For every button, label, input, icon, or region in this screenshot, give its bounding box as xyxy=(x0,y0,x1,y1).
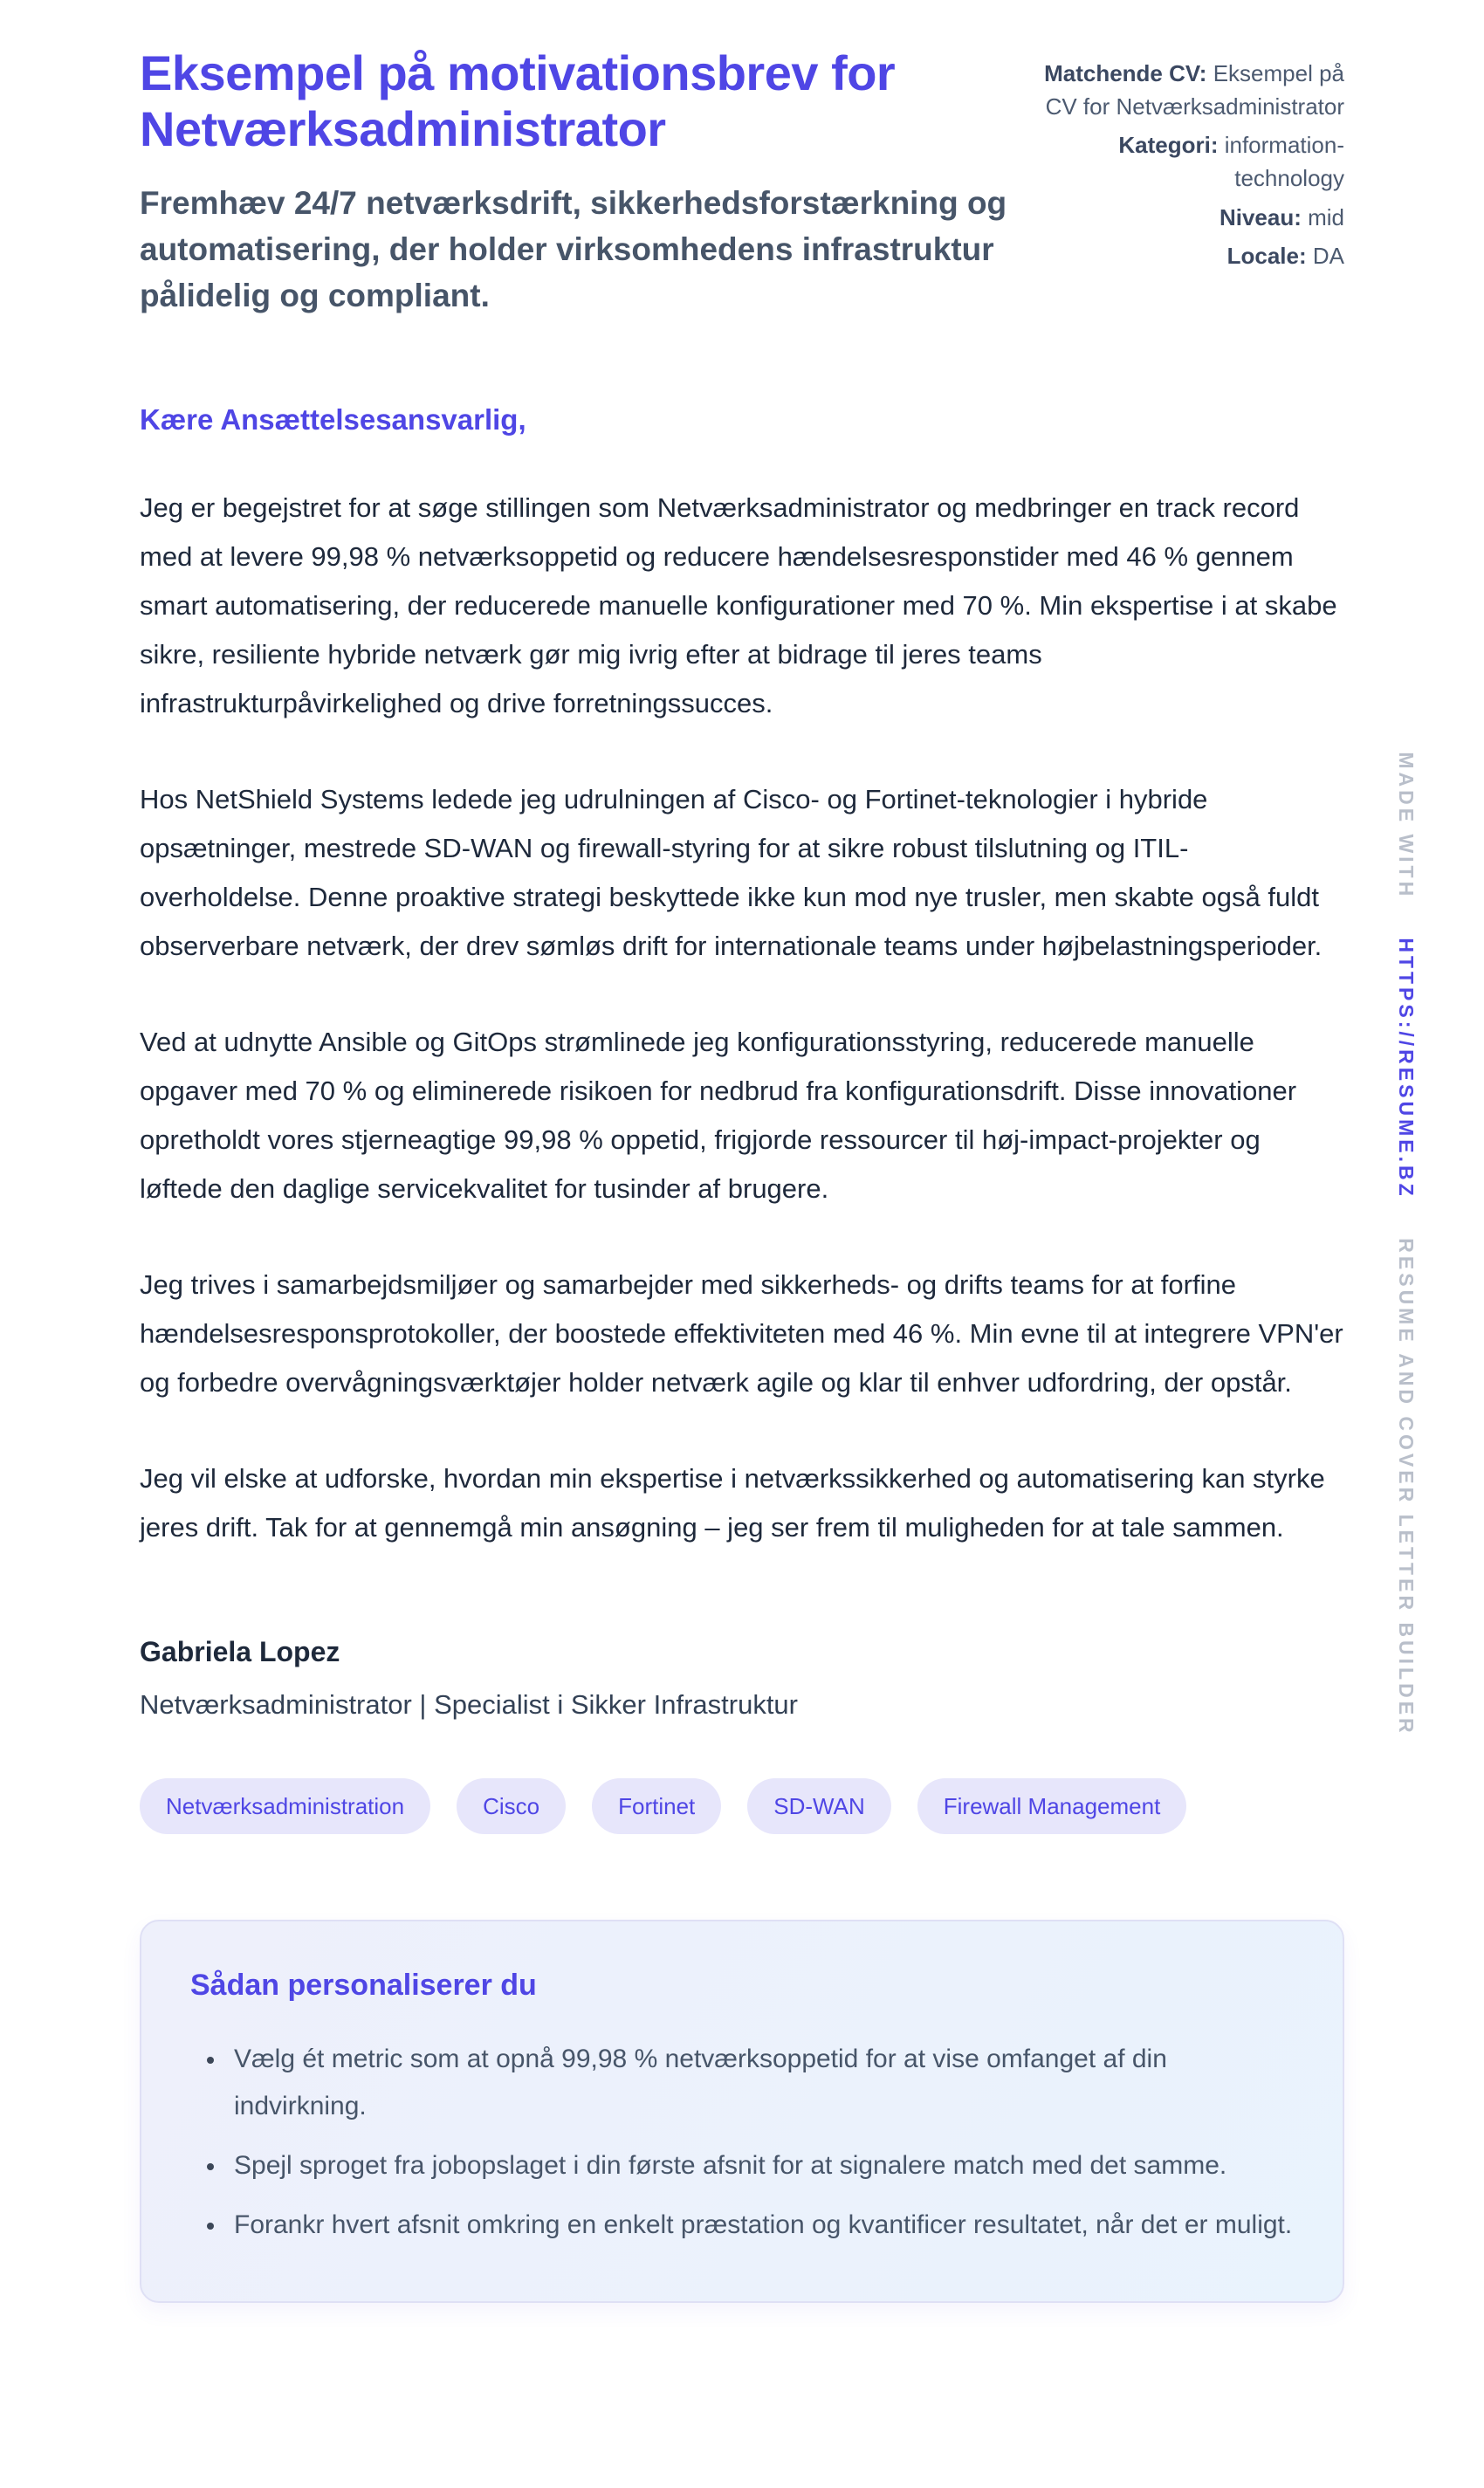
meta-value: Eksempel på CV for Netværksadministrator xyxy=(1045,60,1344,120)
letter-paragraph: Jeg er begejstret for at søge stillingen som Netværksadministrator og medbringer en track record med at levere 99,98 % netværksoppetid og reducere hændelsesresponstider med 46 % gennem smart automatisering, der reducerede manuelle konfigurationer med 70 %. Min ekspertise i at skabe sikre, resiliente hybride netværk gør mig ivrig efter at bidrage til jeres teams infrastrukturpåvirkelighed og drive forretningssucces. xyxy=(140,491,1337,718)
header xyxy=(140,45,1344,320)
skill-tag-pill[interactable]: SD-WAN xyxy=(747,1778,890,1834)
content-container xyxy=(140,0,1344,2303)
meta-panel xyxy=(1039,45,1344,279)
meta-row xyxy=(1039,129,1344,195)
watermark-prefix: MADE WITH xyxy=(1395,752,1418,900)
signature-name: Gabriela Lopez xyxy=(140,1635,340,1667)
tip-item: • Forankr hvert afsnit omkring en enkelt præstation og kvantificer resultatet, når det er muligt. xyxy=(227,2202,1294,2249)
skill-tag-pill[interactable]: Fortinet xyxy=(592,1778,721,1834)
meta-row xyxy=(1039,58,1344,123)
skill-tag-pill[interactable]: Firewall Management xyxy=(917,1778,1187,1834)
signature-title: Netværksadministrator | Specialist i Sikker Infrastruktur xyxy=(140,1688,798,1720)
personalization-tips-card xyxy=(140,1920,1344,2303)
meta-row xyxy=(1039,202,1344,235)
meta-value: mid xyxy=(1308,203,1344,230)
letter-body xyxy=(140,484,1344,1552)
skill-tag-pill[interactable]: Netværksadministration xyxy=(140,1778,430,1834)
skill-tag-pill[interactable]: Cisco xyxy=(457,1778,566,1834)
tip-item: • Vælg ét metric som at opnå 99,98 % netværksoppetid for at vise omfanget af din indvirkning. xyxy=(227,2036,1294,2130)
cover-letter xyxy=(140,403,1344,1721)
page-subtitle: Fremhæv 24/7 netværksdrift, sikkerhedsforstærkning og automatisering, der holder virksomhedens infrastruktur pålidelig og compliant. xyxy=(140,184,1007,313)
letter-paragraph: Jeg trives i samarbejdsmiljøer og samarbejder med sikkerheds- og drifts teams for at forfine hændelsesresponsprotokoller, der boostede effektiviteten med 46 %. Min evne til at integrere VPN'er og forbedre overvågningsværktøjer holder netværk agile og klar til enhver udfordring, der opstår. xyxy=(140,1268,1343,1398)
watermark xyxy=(1394,752,1418,1735)
meta-value: DA xyxy=(1312,243,1344,270)
tips-card-title: Sådan personaliserer du xyxy=(190,1968,537,2002)
letter-greeting: Kære Ansættelsesansvarlig, xyxy=(140,402,526,436)
letter-paragraph: Hos NetShield Systems ledede jeg udrulningen af Cisco- og Fortinet-teknologier i hybride opsætninger, mestrede SD-WAN og firewall-styring for at sikre robust tilslutning og ITIL-overholdelse. Denne proaktive strategi beskyttede ikke kun mod nye trusler, men skabte også fuldt observerbare netværk, der drev sømløs drift for internationale teams under højbelastningsperioder. xyxy=(140,783,1323,961)
page-title: Eksempel på motivationsbrev for Netværksadministrator xyxy=(140,45,896,157)
tips-list xyxy=(190,2036,1294,2249)
watermark-suffix: RESUME AND COVER LETTER BUILDER xyxy=(1395,1238,1418,1736)
meta-value: information-technology xyxy=(1224,132,1344,192)
meta-label: Locale: xyxy=(1226,243,1307,270)
meta-label: Niveau: xyxy=(1219,203,1302,230)
meta-label: Matchende CV: xyxy=(1044,60,1207,86)
letter-paragraph: Ved at udnytte Ansible og GitOps strømlinede jeg konfigurationsstyring, reducerede manuelle opgaver med 70 % og eliminerede risikoen for nedbrud fra konfigurationsdrift. Disse innovationer opretholdt vores stjerneagtige 99,98 % oppetid, frigjorde ressourcer til høj-impact-projekter og løftede den daglige servicekvalitet for tusinder af brugere. xyxy=(140,1026,1297,1204)
meta-label: Kategori: xyxy=(1118,132,1219,159)
tip-item: • Spejl sproget fra jobopslaget i din første afsnit for at signalere match med det samme. xyxy=(227,2142,1294,2189)
watermark-link[interactable]: HTTPS://RESUME.BZ xyxy=(1395,938,1418,1199)
header-text-block xyxy=(140,45,1021,320)
letter-paragraph: Jeg vil elske at udforske, hvordan min ekspertise i netværkssikkerhed og automatisering kan styrke jeres drift. Tak for at gennemgå min ansøgning – jeg ser frem til muligheden for at tale sammen. xyxy=(140,1462,1325,1543)
meta-row xyxy=(1039,240,1344,273)
skill-tag-list xyxy=(140,1778,1344,1834)
